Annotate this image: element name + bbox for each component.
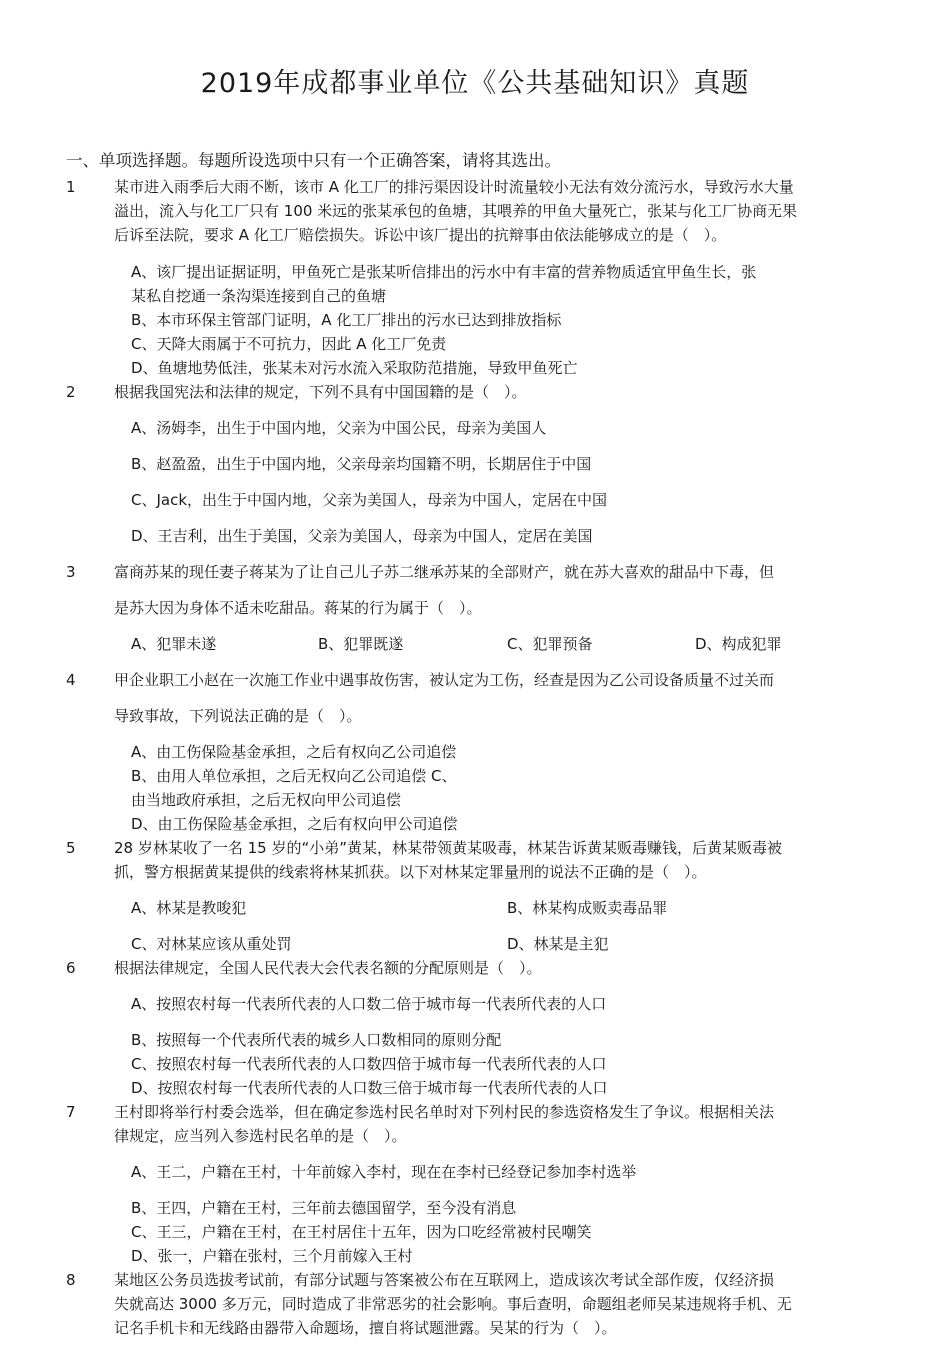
question-line: 记名手机卡和无线路由器带入命题场，擅自将试题泄露。吴某的行为（ ）。 (114, 1319, 617, 1337)
question-number: 7 (66, 1103, 76, 1121)
page-title: 2019年成都事业单位《公共基础知识》真题 (200, 68, 750, 99)
question-option: C、按照农村每一代表所代表的人口数四倍于城市每一代表所代表的人口 (131, 1055, 607, 1073)
question-number: 3 (66, 563, 76, 581)
question-option: B、本市环保主管部门证明，A 化工厂排出的污水已达到排放指标 (131, 311, 562, 329)
question-option: D、按照农村每一代表所代表的人口数三倍于城市每一代表所代表的人口 (131, 1079, 608, 1097)
question-option: C、犯罪预备 (507, 635, 593, 653)
question-number: 4 (66, 671, 76, 689)
question-line: 富商苏某的现任妻子蒋某为了让自己儿子苏二继承苏某的全部财产，就在苏大喜欢的甜品中下毒，但 (114, 563, 775, 581)
question-option: C、Jack，出生于中国内地，父亲为美国人，母亲为中国人，定居在中国 (131, 491, 608, 509)
question-option: B、按照每一个代表所代表的城乡人口数相同的原则分配 (131, 1031, 502, 1049)
question-option: D、由工伤保险基金承担，之后有权向甲公司追偿 (131, 815, 458, 833)
question-line: 后诉至法院，要求 A 化工厂赔偿损失。诉讼中该厂提出的抗辩事由依法能够成立的是（ ）。 (114, 226, 727, 244)
question-line: 抓，警方根据黄某提供的线索将林某抓获。以下对林某定罪量刑的说法不正确的是（ ）。 (114, 863, 707, 881)
question-option: C、对林某应该从重处罚 (131, 935, 292, 953)
question-line: 某地区公务员选拔考试前，有部分试题与答案被公布在互联网上，造成该次考试全部作废，仅经济损 (114, 1271, 775, 1289)
question-option: 某私自挖通一条沟渠连接到自己的鱼塘 (131, 287, 387, 305)
question-line: 28 岁林某收了一名 15 岁的“小弟”黄某，林某带领黄某吸毒，林某告诉黄某贩毒赚钱，后黄某贩毒被 (114, 839, 783, 857)
question-option: A、由工伤保险基金承担，之后有权向乙公司追偿 (131, 743, 457, 761)
question-stem (114, 1100, 874, 1148)
question-option: 由当地政府承担，之后无权向甲公司追偿 (131, 791, 402, 809)
question-number: 6 (66, 959, 76, 977)
question-stem (114, 1268, 874, 1340)
question-stem (114, 836, 874, 884)
question-option: A、按照农村每一代表所代表的人口数二倍于城市每一代表所代表的人口 (131, 995, 607, 1013)
question-option: A、该厂提出证据证明，甲鱼死亡是张某听信排出的污水中有丰富的营养物质适宜甲鱼生长，张 (131, 263, 757, 281)
question-stem: 根据我国宪法和法律的规定，下列不具有中国国籍的是（ ）。 (114, 383, 527, 401)
question-option: B、犯罪既遂 (318, 635, 404, 653)
question-option: D、王吉利，出生于美国，父亲为美国人，母亲为中国人，定居在美国 (131, 527, 593, 545)
question-number: 1 (66, 178, 76, 196)
question-option: C、天降大雨属于不可抗力，因此 A 化工厂免责 (131, 335, 447, 353)
question-stem: 根据法律规定，全国人民代表大会代表名额的分配原则是（ ）。 (114, 959, 542, 977)
question-line: 导致事故，下列说法正确的是（ ）。 (114, 707, 362, 725)
question-number: 8 (66, 1271, 76, 1289)
question-option: B、赵盈盈，出生于中国内地，父亲母亲均国籍不明，长期居住于中国 (131, 455, 592, 473)
section-heading: 一、单项选择题。每题所设选项中只有一个正确答案，请将其选出。 (66, 151, 561, 170)
question-line: 王村即将举行村委会选举，但在确定参选村民名单时对下列村民的参选资格发生了争议。根据相关法 (114, 1103, 775, 1121)
question-option: B、王四，户籍在王村，三年前去德国留学，至今没有消息 (131, 1199, 517, 1217)
question-line: 溢出，流入与化工厂只有 100 米远的张某承包的鱼塘，其喂养的甲鱼大量死亡，张某与化工厂协商无果 (114, 202, 798, 220)
question-line: 失就高达 3000 多万元，同时造成了非常恶劣的社会影响。事后查明，命题组老师吴某违规将手机、无 (114, 1295, 792, 1313)
question-option: C、王三，户籍在王村，在王村居住十五年，因为口吃经常被村民嘲笑 (131, 1223, 592, 1241)
question-option: D、张一，户籍在张村，三个月前嫁入王村 (131, 1247, 413, 1265)
question-option: B、林某构成贩卖毒品罪 (507, 899, 668, 917)
question-option: D、鱼塘地势低洼，张某未对污水流入采取防范措施，导致甲鱼死亡 (131, 359, 578, 377)
question-line: 甲企业职工小赵在一次施工作业中遇事故伤害，被认定为工伤，经查是因为乙公司设备质量不过关而 (114, 671, 775, 689)
question-option: D、构成犯罪 (695, 635, 782, 653)
question-option: A、犯罪未遂 (131, 635, 217, 653)
question-stem (114, 175, 874, 247)
question-line: 某市进入雨季后大雨不断，该市 A 化工厂的排污渠因设计时流量较小无法有效分流污水，导致污水大量 (114, 178, 794, 196)
question-option: B、由用人单位承担，之后无权向乙公司追偿 C、 (131, 767, 457, 785)
question-number: 5 (66, 839, 76, 857)
question-option: A、汤姆李，出生于中国内地，父亲为中国公民，母亲为美国人 (131, 419, 547, 437)
question-option: A、王二，户籍在王村，十年前嫁入李村，现在在李村已经登记参加李村选举 (131, 1163, 637, 1181)
question-option: D、林某是主犯 (507, 935, 609, 953)
question-number: 2 (66, 383, 76, 401)
question-line: 律规定，应当列入参选村民名单的是（ ）。 (114, 1127, 407, 1145)
question-line: 是苏大因为身体不适未吃甜品。蒋某的行为属于（ ）。 (114, 599, 482, 617)
question-option: A、林某是教唆犯 (131, 899, 247, 917)
